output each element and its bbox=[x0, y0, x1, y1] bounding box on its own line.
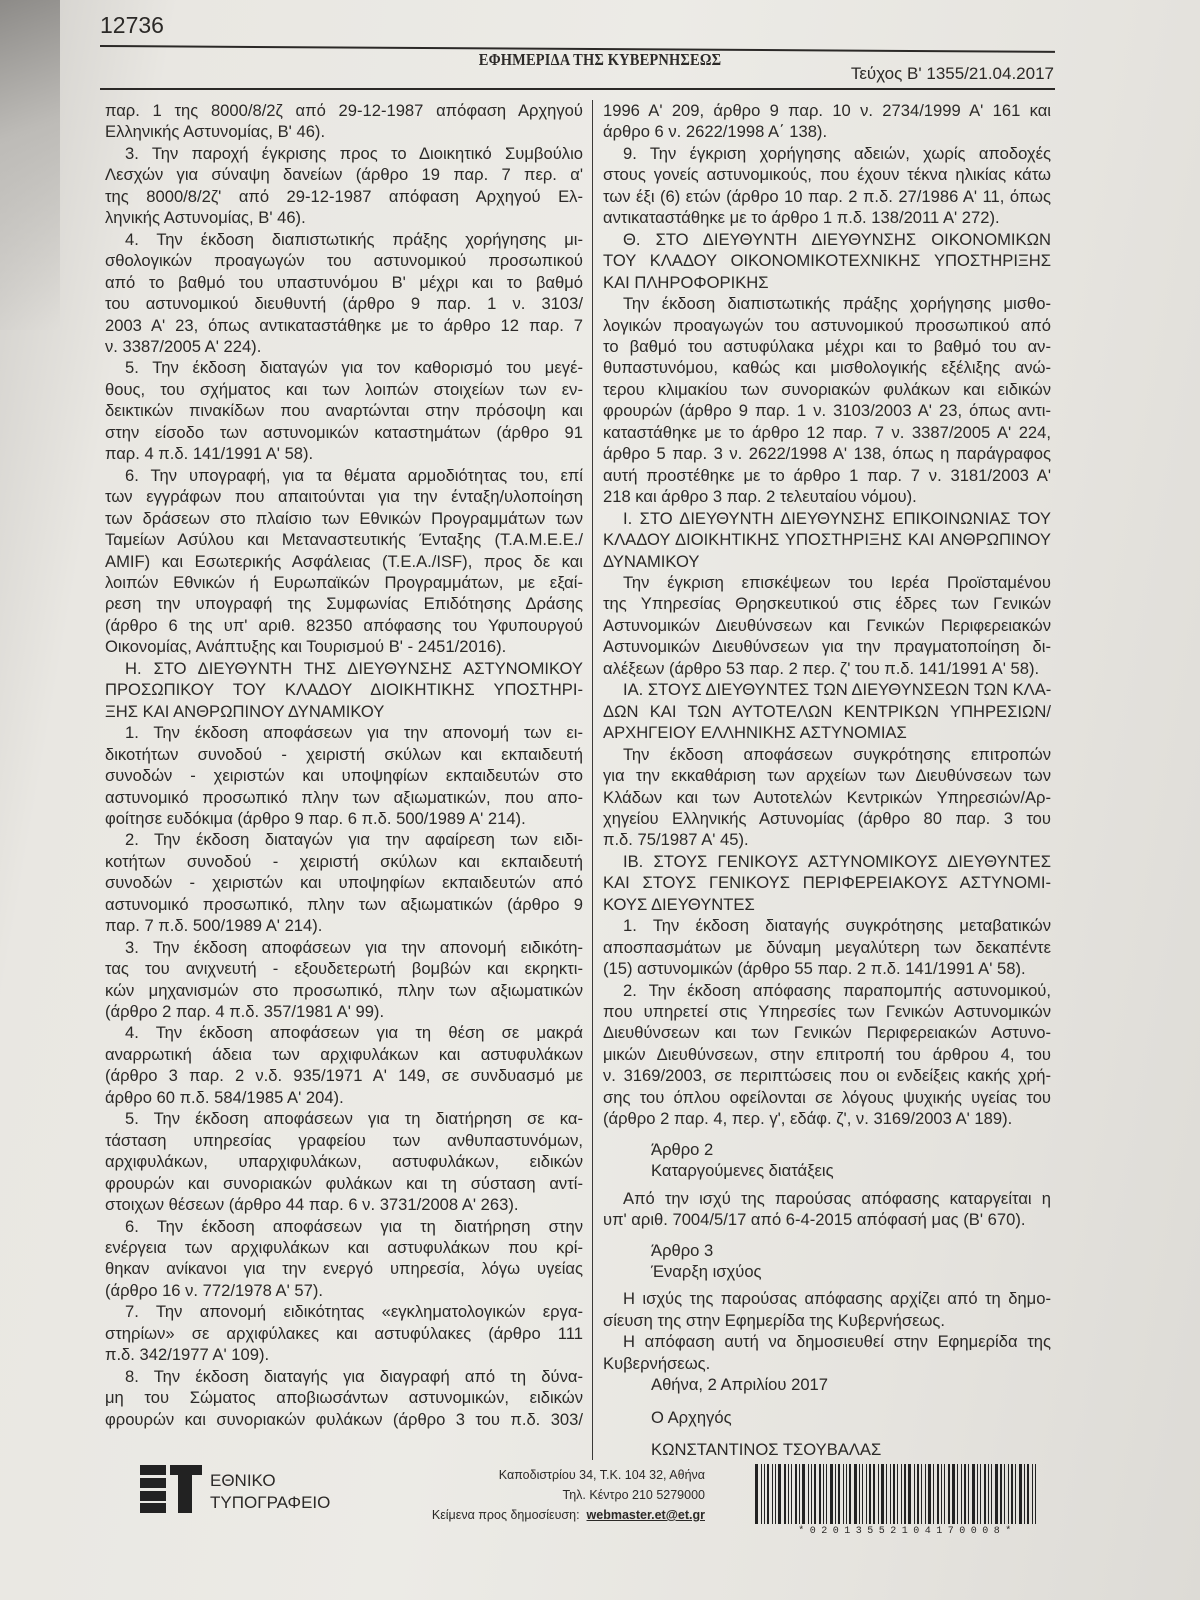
text-line: χηγείου Ελληνικής Αστυνομίας (άρθρο 80 παρ. 3 του bbox=[603, 808, 1051, 828]
text-line: Την έκδοση αποφάσεων συγκρότησης επιτροπών bbox=[623, 744, 1051, 764]
text-line: Καταργούμενες διατάξεις bbox=[651, 1161, 834, 1181]
text-line: 1. Την έκδοση αποφάσεων για την απονομή των ει- bbox=[125, 723, 583, 743]
text-line: κών μηχανισμών στο προσωπικό, πλην των αξιωματικών bbox=[105, 980, 583, 1000]
text-line: για την εκκαθάριση των αρχείων των Διευθύνσεων των bbox=[603, 766, 1051, 786]
barcode bbox=[755, 1464, 1060, 1524]
paragraph bbox=[603, 915, 1051, 979]
text-line: του αστυνομικού διευθυντή (άρθρο 9 παρ. 1 ν. 3103/ bbox=[105, 294, 583, 314]
text-line: ΑΡΧΗΓΕΙΟΥ ΕΛΛΗΝΙΚΗΣ ΑΣΤΥΝΟΜΙΑΣ bbox=[603, 723, 907, 743]
barcode-bar bbox=[826, 1464, 827, 1524]
text-line: κοτήτων συνοδού - χειριστή σκύλων και εκπαιδευτή bbox=[105, 851, 583, 871]
barcode-bar bbox=[1004, 1464, 1005, 1524]
text-line: στους γονείς αστυνομικούς, που έχουν τέκνα ηλικίας κάτω bbox=[603, 165, 1051, 185]
paragraph bbox=[105, 1216, 583, 1302]
text-line: 9. Την έγκριση χορήγησης αδειών, χωρίς αποδοχές bbox=[623, 143, 1051, 163]
page-number: 12736 bbox=[100, 12, 164, 38]
barcode-bar bbox=[791, 1464, 792, 1524]
barcode-bar bbox=[814, 1464, 816, 1524]
text-line: Διευθύνσεων και των Γενικών Περιφερειακών Αστυνο- bbox=[603, 1023, 1051, 1043]
text-line: μικών Διευθύνσεων, στην επιτροπή του άρθρου 4, του bbox=[603, 1044, 1051, 1064]
text-line: ΚΑΙ ΣΤΟΥΣ ΓΕΝΙΚΟΥΣ ΠΕΡΙΦΕΡΕΙΑΚΟΥΣ ΑΣΤΥΝΟΜΙ- bbox=[603, 873, 1051, 893]
text-line: 5. Την έκδοση αποφάσεων για τη διατήρηση σε κα- bbox=[125, 1109, 583, 1129]
barcode-bar bbox=[819, 1464, 821, 1524]
paragraph bbox=[603, 679, 1051, 743]
text-line: Ο Αρχηγός bbox=[651, 1407, 732, 1427]
text-line: στηρίων» σε αρχιφύλακες και αστυφύλακες (άρθρο 111 bbox=[105, 1323, 583, 1343]
text-line: AMIF) και Εσωτερικής Ασφάλειας (Τ.Ε.Α./ISF), προς δε και bbox=[105, 551, 583, 571]
text-line: ΚΩΝΣΤΑΝΤΙΝΟΣ ΤΣΟΥΒΑΛΑΣ bbox=[651, 1440, 882, 1460]
text-line: αναρρωτική άδεια των αρχιφυλάκων και αστυφυλάκων bbox=[105, 1044, 583, 1064]
barcode-bar bbox=[846, 1464, 847, 1524]
et-logo-icon bbox=[140, 1465, 202, 1513]
text-line: Θ. ΣΤΟ ΔΙΕΥΘΥΝΤΗ ΔΙΕΥΘΥΝΣΗΣ ΟΙΚΟΝΟΜΙΚΩΝ bbox=[623, 229, 1051, 249]
barcode-bar bbox=[878, 1464, 879, 1524]
barcode-bar bbox=[890, 1464, 891, 1524]
text-line: συνοδών - χειριστών και υποψηφίων εκπαιδευτών από bbox=[105, 873, 583, 893]
text-line: Άρθρο 3 bbox=[651, 1240, 714, 1260]
barcode-bar bbox=[1027, 1464, 1029, 1524]
footer-contact bbox=[432, 1465, 705, 1525]
footer-phone: Τηλ. Κέντρο 210 5279000 bbox=[562, 1488, 705, 1502]
barcode-bar bbox=[843, 1464, 844, 1524]
barcode-bar bbox=[764, 1464, 765, 1524]
text-line: σης του όπλου οφείλονται σε λόγους ψυχικής υγείας του bbox=[603, 1087, 1051, 1107]
text-line: Ι. ΣΤΟ ΔΙΕΥΘΥΝΤΗ ΔΙΕΥΘΥΝΣΗΣ ΕΠΙΚΟΙΝΩΝΙΑΣ ΤΟΥ bbox=[623, 508, 1051, 528]
barcode-bar bbox=[1000, 1464, 1002, 1524]
barcode-bar bbox=[862, 1464, 863, 1524]
text-line: 3. Την έκδοση αποφάσεων για την απονομή ειδικότη- bbox=[125, 937, 583, 957]
barcode-bar bbox=[823, 1464, 824, 1524]
barcode-bar bbox=[988, 1464, 989, 1524]
barcode-digits: *02013552104170008* bbox=[798, 1526, 1017, 1537]
barcode-bar bbox=[937, 1464, 939, 1524]
text-line: των έξι (6) ετών (άρθρο 10 παρ. 2 π.δ. 27/1986 Α' 11, όπως bbox=[603, 186, 1051, 206]
text-line: ΤΟΥ ΚΛΑΔΟΥ ΟΙΚΟΝΟΜΙΚΟΤΕΧΝΙΚΗΣ ΥΠΟΣΤΗΡΙΞΗΣ bbox=[603, 251, 1051, 271]
text-line: αυτή προστέθηκε με το άρθρο 1 παρ. 7 ν. 3181/2003 Α' bbox=[603, 465, 1051, 485]
text-line: 8. Την έκδοση διαταγής για διαγραφή από τη δύνα- bbox=[125, 1366, 583, 1386]
barcode-bar bbox=[881, 1464, 884, 1524]
text-line: 7. Την απονομή ειδικότητας «εγκληματολογικών εργα- bbox=[125, 1302, 583, 1322]
text-line: ρεση την υπογραφή της Συμφωνίας Επιδότησης Δράσης bbox=[105, 594, 583, 614]
photo-background-shadow bbox=[0, 0, 60, 330]
text-line: Άρθρο 2 bbox=[651, 1139, 714, 1159]
text-line: Ελληνικής Αστυνομίας, Β' 46). bbox=[105, 122, 326, 142]
barcode-bar bbox=[830, 1464, 833, 1524]
right-column bbox=[603, 100, 1051, 1472]
barcode-bar bbox=[991, 1464, 992, 1524]
printing-office-name bbox=[210, 1470, 330, 1514]
text-line: τάσταση υπηρεσίας γραφείου των ανθυπαστυνόμων, bbox=[105, 1130, 583, 1150]
barcode-bar bbox=[944, 1464, 945, 1524]
barcode-bar bbox=[869, 1464, 871, 1524]
barcode-bar bbox=[761, 1464, 762, 1524]
text-line: φρουρών και συνοριακών φυλάκων και τη σύσταση αντί- bbox=[105, 1173, 583, 1193]
text-line: που υπηρετεί στις Υπηρεσίες των Γενικών Αστυνομικών bbox=[603, 1002, 1051, 1022]
barcode-bar bbox=[886, 1464, 887, 1524]
paragraph bbox=[603, 980, 1051, 1130]
text-line: π.δ. 342/1977 Α' 109). bbox=[105, 1345, 270, 1365]
barcode-bar bbox=[914, 1464, 915, 1524]
paragraph bbox=[603, 1288, 1051, 1331]
barcode-bar bbox=[928, 1464, 931, 1524]
barcode-bar bbox=[1019, 1464, 1022, 1524]
barcode-bar bbox=[961, 1464, 962, 1524]
barcode-bar bbox=[897, 1464, 898, 1524]
text-line: (15) αστυνομικών (άρθρο 55 παρ. 2 π.δ. 141/1991 Α' 58). bbox=[603, 959, 1026, 979]
text-line: ΚΑΙ ΠΛΗΡΟΦΟΡΙΚΗΣ bbox=[603, 272, 769, 292]
text-line: ΔΥΝΑΜΙΚΟΥ bbox=[603, 551, 700, 571]
article-heading bbox=[603, 1139, 1051, 1182]
paragraph bbox=[105, 722, 583, 829]
text-line: ΔΩΝ ΚΑΙ ΤΩΝ ΑΥΤΟΤΕΛΩΝ ΚΕΝΤΡΙΚΩΝ ΥΠΗΡΕΣΙΩΝ/ bbox=[603, 701, 1051, 721]
logo-line-1: ΕΘΝΙΚΟ bbox=[210, 1471, 276, 1490]
text-line: (άρθρο 2 παρ. 4 π.δ. 357/1981 Α' 99). bbox=[105, 1002, 385, 1022]
paragraph bbox=[105, 465, 583, 658]
text-line: σθολογικών προαγωγών του αστυνομικού προσωπικού bbox=[105, 251, 583, 271]
paragraph bbox=[105, 658, 583, 722]
barcode-bar bbox=[799, 1464, 800, 1524]
barcode-bar bbox=[1024, 1464, 1025, 1524]
barcode-bar bbox=[849, 1464, 851, 1524]
barcode-bar bbox=[788, 1464, 789, 1524]
text-line: ν. 3169/2003, σε περιπτώσεις που οι ενδείξεις κακής χρή- bbox=[603, 1066, 1051, 1086]
barcode-bar bbox=[952, 1464, 955, 1524]
paragraph bbox=[603, 143, 1051, 229]
text-line: υπ' αριθ. 7004/5/17 από 6-4-2015 απόφασή μας (Β' 670). bbox=[603, 1210, 1026, 1230]
barcode-bar bbox=[1035, 1464, 1036, 1524]
paragraph bbox=[603, 293, 1051, 508]
text-line: Κυβερνήσεως. bbox=[603, 1353, 711, 1373]
text-line: αντικαταστάθηκε με το άρθρο 1 π.δ. 138/2011 Α' 272). bbox=[603, 208, 1000, 228]
text-line: αστυνομικό προσωπικό, πλην των αξιωματικών (άρθρο 9 bbox=[105, 894, 583, 914]
barcode-bar bbox=[775, 1464, 776, 1524]
barcode-bar bbox=[859, 1464, 860, 1524]
text-line: των εγγράφων που απαιτούνται για την ένταξη/υλοποίηση bbox=[105, 487, 583, 507]
text-line: (άρθρο 6 της υπ' αριθ. 82350 απόφασης του Υφυπουργού bbox=[105, 615, 583, 635]
text-line: της 8000/8/2ζ' από 29-12-1987 απόφαση Αρχηγού Ελ- bbox=[105, 186, 583, 206]
text-line: το βαθμό του αστυφύλακα μέχρι και το βαθμό του αν- bbox=[603, 336, 1051, 356]
text-line: ΚΟΥΣ ΔΙΕΥΘΥΝΤΕΣ bbox=[603, 894, 755, 914]
text-line: ΞΗΣ ΚΑΙ ΑΝΘΡΩΠΙΝΟΥ ΔΥΝΑΜΙΚΟΥ bbox=[105, 701, 385, 721]
text-line: 2. Την έκδοση απόφασης παραπομπής αστυνομικού, bbox=[623, 980, 1051, 1000]
paragraph bbox=[603, 1331, 1051, 1374]
text-line: 6. Την έκδοση αποφάσεων για τη διατήρηση στην bbox=[125, 1216, 583, 1236]
paragraph bbox=[105, 143, 583, 229]
barcode-bar bbox=[941, 1464, 942, 1524]
text-line: φρουρών (άρθρο 9 παρ. 1 ν. 3103/2003 Α' 23, όπως αντι- bbox=[603, 401, 1051, 421]
text-line: άρθρο 60 π.δ. 584/1985 Α' 204). bbox=[105, 1087, 344, 1107]
text-line: λογικών προαγωγών του αστυνομικού προσωπικού από bbox=[603, 315, 1051, 335]
barcode-bar bbox=[755, 1464, 758, 1524]
barcode-bar bbox=[968, 1464, 969, 1524]
text-line: λοιπών Εθνικών ή Ευρωπαϊκών Προγραμμάτων, με εξαί- bbox=[105, 572, 583, 592]
barcode-bar bbox=[908, 1464, 911, 1524]
signature-block bbox=[603, 1374, 1051, 1460]
text-line: παρ. 1 της 8000/8/2ζ από 29-12-1987 απόφαση Αρχηγού bbox=[105, 101, 583, 120]
text-line: ενέργεια των αρχιφυλάκων και αστυφυλάκων που κρί- bbox=[105, 1238, 583, 1258]
text-line: Λεσχών για σύναψη δανείων (άρθρο 19 παρ. 7 περ. α' bbox=[105, 165, 583, 185]
text-line: καταστάθηκε με το άρθρο 12 παρ. 7 ν. 3387/2005 Α' 224, bbox=[603, 422, 1051, 442]
text-line: (άρθρο 16 ν. 772/1978 Α' 57). bbox=[105, 1280, 323, 1300]
text-line: (άρθρο 3 παρ. 2 ν.δ. 935/1971 Α' 149, σε συνδυασμό με bbox=[105, 1066, 583, 1086]
header-rule-bottom bbox=[100, 88, 1055, 90]
barcode-bar bbox=[1011, 1464, 1013, 1524]
barcode-bar bbox=[784, 1464, 786, 1524]
barcode-bar bbox=[917, 1464, 919, 1524]
barcode-bar bbox=[811, 1464, 812, 1524]
text-line: 1. Την έκδοση διαταγής συγκρότησης μεταβατικών bbox=[623, 916, 1051, 936]
barcode-bar bbox=[854, 1464, 857, 1524]
submissions-label: Κείμενα προς δημοσίευση: bbox=[431, 1508, 580, 1522]
text-line: 218 και άρθρο 3 παρ. 2 τελευταίου νόμου). bbox=[603, 487, 917, 507]
barcode-bar bbox=[933, 1464, 934, 1524]
text-line: δικοτήτων συνοδού - χειριστή σκύλων και εκπαιδευτή bbox=[105, 744, 583, 764]
column-divider bbox=[592, 100, 593, 1460]
text-line: αρχιφυλάκων, υπαρχιφυλάκων, αστυφυλάκων, ειδικών bbox=[105, 1152, 583, 1172]
text-line: 6. Την υπογραφή, για τα θέματα αρμοδιότητας του, επί bbox=[125, 465, 583, 485]
barcode-bar bbox=[972, 1464, 975, 1524]
text-line: τας του ανιχνευτή - εξουδετερωτή βομβών και εκρηκτι- bbox=[105, 959, 583, 979]
footer-email-link[interactable]: webmaster.et@et.gr bbox=[586, 1508, 705, 1522]
text-line: Από την ισχύ της παρούσας απόφασης καταργείται η bbox=[623, 1188, 1051, 1208]
paragraph bbox=[603, 229, 1051, 293]
text-line: Ταμείων Ασύλου και Μεταναστευτικής Ένταξης (Τ.Α.Μ.Ε.Ε./ bbox=[105, 530, 583, 550]
text-line: θηκαν ανίκανοι για την ενεργό υπηρεσία, λόγω υγείας bbox=[105, 1259, 583, 1279]
issue-number: Τεύχος Β' 1355/21.04.2017 bbox=[850, 64, 1054, 83]
barcode-bar bbox=[1015, 1464, 1016, 1524]
text-line: π.δ. 75/1987 Α' 45). bbox=[603, 830, 749, 850]
paragraph bbox=[105, 1022, 583, 1108]
paragraph bbox=[105, 937, 583, 1023]
text-line: Έναρξη ισχύος bbox=[651, 1262, 762, 1282]
barcode-bar bbox=[1008, 1464, 1009, 1524]
barcode-bar bbox=[964, 1464, 966, 1524]
text-line: στοιχων θέσεων (άρθρο 44 παρ. 6 ν. 3731/2008 Α' 263). bbox=[105, 1195, 519, 1215]
text-line: ΚΛΑΔΟΥ ΔΙΟΙΚΗΤΙΚΗΣ ΥΠΟΣΤΗΡΙΞΗΣ ΚΑΙ ΑΝΘΡΩΠΙΝΟΥ bbox=[603, 530, 1051, 550]
text-line: ΙΒ. ΣΤΟΥΣ ΓΕΝΙΚΟΥΣ ΑΣΤΥΝΟΜΙΚΟΥΣ ΔΙΕΥΘΥΝΤΕΣ bbox=[623, 851, 1051, 871]
barcode-bar bbox=[808, 1464, 809, 1524]
text-line: 4. Την έκδοση διαπιστωτικής πράξης χορήγησης μι- bbox=[125, 229, 583, 249]
paragraph bbox=[105, 1108, 583, 1215]
barcode-bar bbox=[995, 1464, 998, 1524]
barcode-bar bbox=[866, 1464, 867, 1524]
text-line: αλέξεων (άρθρο 53 παρ. 2 περ. ζ' του π.δ. 141/1991 Α' 58). bbox=[603, 658, 1040, 678]
text-line: Αστυνομικών Διευθύνσεων για την πραγματοποίηση δι- bbox=[603, 637, 1051, 657]
barcode-bar bbox=[977, 1464, 978, 1524]
text-line: παρ. 4 π.δ. 141/1991 Α' 58). bbox=[105, 444, 314, 464]
text-line: φρουρών και συνοριακών φυλάκων (άρθρο 3 του π.δ. 303/ bbox=[105, 1409, 583, 1429]
barcode-bar bbox=[835, 1464, 836, 1524]
text-line: Αστυνομικών Διευθύνσεων και Γενικών Περιφερειακών bbox=[603, 615, 1051, 635]
paragraph bbox=[603, 744, 1051, 851]
text-line: άρθρο 6 ν. 2622/1998 Α΄ 138). bbox=[603, 122, 828, 142]
barcode-bar bbox=[802, 1464, 805, 1524]
paragraph bbox=[105, 100, 583, 143]
paragraph bbox=[603, 572, 1051, 679]
barcode-bar bbox=[984, 1464, 986, 1524]
paragraph bbox=[603, 851, 1051, 915]
logo-line-2: ΤΥΠΟΓΡΑΦΕΙΟ bbox=[210, 1493, 331, 1512]
barcode-bar bbox=[1032, 1464, 1033, 1524]
barcode-bar bbox=[778, 1464, 781, 1524]
text-line: Η. ΣΤΟ ΔΙΕΥΘΥΝΤΗ ΤΗΣ ΔΙΕΥΘΥΝΣΗΣ ΑΣΤΥΝΟΜΙΚΟΥ bbox=[125, 658, 583, 678]
footer-address: Καποδιστρίου 34, Τ.Κ. 104 32, Αθήνα bbox=[498, 1468, 705, 1482]
text-line: 3. Την παροχή έγκρισης προς το Διοικητικό Συμβούλιο bbox=[125, 143, 583, 163]
text-line: θυπαστυνόμου, καθώς και μισθολογικής εξέλιξης ανώ- bbox=[603, 358, 1051, 378]
text-line: (άρθρο 2 παρ. 4, περ. γ', εδάφ. ζ', ν. 3169/2003 Α' 189). bbox=[603, 1109, 1013, 1129]
text-line: θους, του σχήματος και των λοιπών στοιχείων των εν- bbox=[105, 379, 583, 399]
text-line: ληνικής Αστυνομίας, Β' 46). bbox=[105, 208, 306, 228]
barcode-bar bbox=[925, 1464, 926, 1524]
barcode-bar bbox=[767, 1464, 769, 1524]
left-column bbox=[105, 100, 583, 1430]
text-line: ΠΡΟΣΩΠΙΚΟΥ ΤΟΥ ΚΛΑΔΟΥ ΔΙΟΙΚΗΤΙΚΗΣ ΥΠΟΣΤΗΡΙ- bbox=[105, 680, 583, 700]
article-heading bbox=[603, 1240, 1051, 1283]
paragraph bbox=[105, 829, 583, 936]
text-line: Αθήνα, 2 Απριλίου 2017 bbox=[651, 1375, 829, 1395]
text-line: των δράσεων στο πλαίσιο των Εθνικών Προγραμμάτων των bbox=[105, 508, 583, 528]
paragraph bbox=[105, 229, 583, 358]
paragraph bbox=[603, 1188, 1051, 1231]
text-line: αστυνομικό προσωπικό πλην των αξιωματικών, που απο- bbox=[105, 787, 583, 807]
text-line: σίευση της στην Εφημερίδα της Κυβερνήσεως. bbox=[603, 1310, 946, 1330]
barcode-bar bbox=[921, 1464, 922, 1524]
paragraph bbox=[105, 1301, 583, 1365]
barcode-bar bbox=[795, 1464, 797, 1524]
text-line: μη του Σώματος αποβιωσάντων αστυνομικών, ειδικών bbox=[105, 1388, 583, 1408]
barcode-bar bbox=[893, 1464, 895, 1524]
barcode-bar bbox=[948, 1464, 950, 1524]
text-line: άρθρο 5 παρ. 3 ν. 2622/1998 Α' 138, όπως η παράγραφος bbox=[603, 444, 1051, 464]
text-line: δεικτικών πινακίδων που αναρτώνται στην πρόσοψη και bbox=[105, 401, 583, 421]
text-line: Την έκδοση διαπιστωτικής πράξης χορήγησης μισθο- bbox=[623, 294, 1051, 314]
text-line: παρ. 7 π.δ. 500/1989 Α' 214). bbox=[105, 916, 323, 936]
text-line: Κλάδων και των Αυτοτελών Κεντρικών Υπηρεσιών/Αρ- bbox=[603, 787, 1051, 807]
text-line: στην είσοδο των αστυνομικών καταστημάτων (άρθρο 91 bbox=[105, 422, 583, 442]
paragraph bbox=[105, 357, 583, 464]
paragraph bbox=[105, 1366, 583, 1430]
text-line: Την έγκριση επισκέψεων του Ιερέα Προϊσταμένου bbox=[623, 572, 1051, 592]
text-line: τερου κλιμακίου των συνοριακών φυλάκων και ειδικών bbox=[603, 379, 1051, 399]
text-line: 2003 Α' 23, όπως αντικαταστάθηκε με το άρθρο 12 παρ. 7 bbox=[105, 315, 583, 335]
text-line: ν. 3387/2005 Α' 224). bbox=[105, 336, 262, 356]
barcode-bar bbox=[957, 1464, 958, 1524]
gazette-title: ΕΦΗΜΕΡΙΔΑ ΤΗΣ ΚΥΒΕΡΝΗΣΕΩΣ bbox=[478, 50, 722, 69]
barcode-bar bbox=[772, 1464, 773, 1524]
text-line: 1996 Α' 209, άρθρο 9 παρ. 10 ν. 2734/1999 Α' 161 και bbox=[603, 101, 1051, 120]
text-line: συνοδών - χειριστών και υποψηφίων εκπαιδευτών στο bbox=[105, 766, 583, 786]
text-line: ΙΑ. ΣΤΟΥΣ ΔΙΕΥΘΥΝΤΕΣ ΤΩΝ ΔΙΕΥΘΥΝΣΕΩΝ ΤΩΝ ΚΛΑ- bbox=[623, 680, 1052, 700]
text-line: 4. Την έκδοση αποφάσεων για τη θέση σε μακρά bbox=[125, 1023, 583, 1043]
barcode-bar bbox=[904, 1464, 906, 1524]
barcode-bar bbox=[901, 1464, 902, 1524]
text-line: αποσπασμάτων με δύναμη μεγαλύτερη των δεκαπέντε bbox=[603, 937, 1051, 957]
text-line: από το βαθμό του υπαστυνόμου Β' μέχρι και το βαθμό bbox=[105, 272, 583, 292]
text-line: 5. Την έκδοση διαταγών για τον καθορισμό του μεγέ- bbox=[125, 358, 583, 378]
text-line: φοίτησε ευδόκιμα (άρθρο 9 παρ. 6 π.δ. 500/1989 Α' 214). bbox=[105, 808, 526, 828]
barcode-bar bbox=[873, 1464, 875, 1524]
paragraph bbox=[603, 100, 1051, 143]
text-line: Η απόφαση αυτή να δημοσιευθεί στην Εφημερίδα της bbox=[623, 1332, 1051, 1352]
text-line: Οικονομίας, Ανάπτυξης και Τουρισμού Β' - 2451/2016). bbox=[105, 637, 507, 657]
text-line: Η ισχύς της παρούσας απόφασης αρχίζει από τη δημο- bbox=[623, 1289, 1051, 1309]
paragraph bbox=[603, 508, 1051, 572]
text-line: της Υπηρεσίας Θρησκευτικού στις έδρες των Γενικών bbox=[603, 594, 1051, 614]
text-line: 2. Την έκδοση διαταγών για την αφαίρεση των ειδι- bbox=[125, 830, 583, 850]
barcode-bar bbox=[838, 1464, 840, 1524]
barcode-bar bbox=[980, 1464, 981, 1524]
